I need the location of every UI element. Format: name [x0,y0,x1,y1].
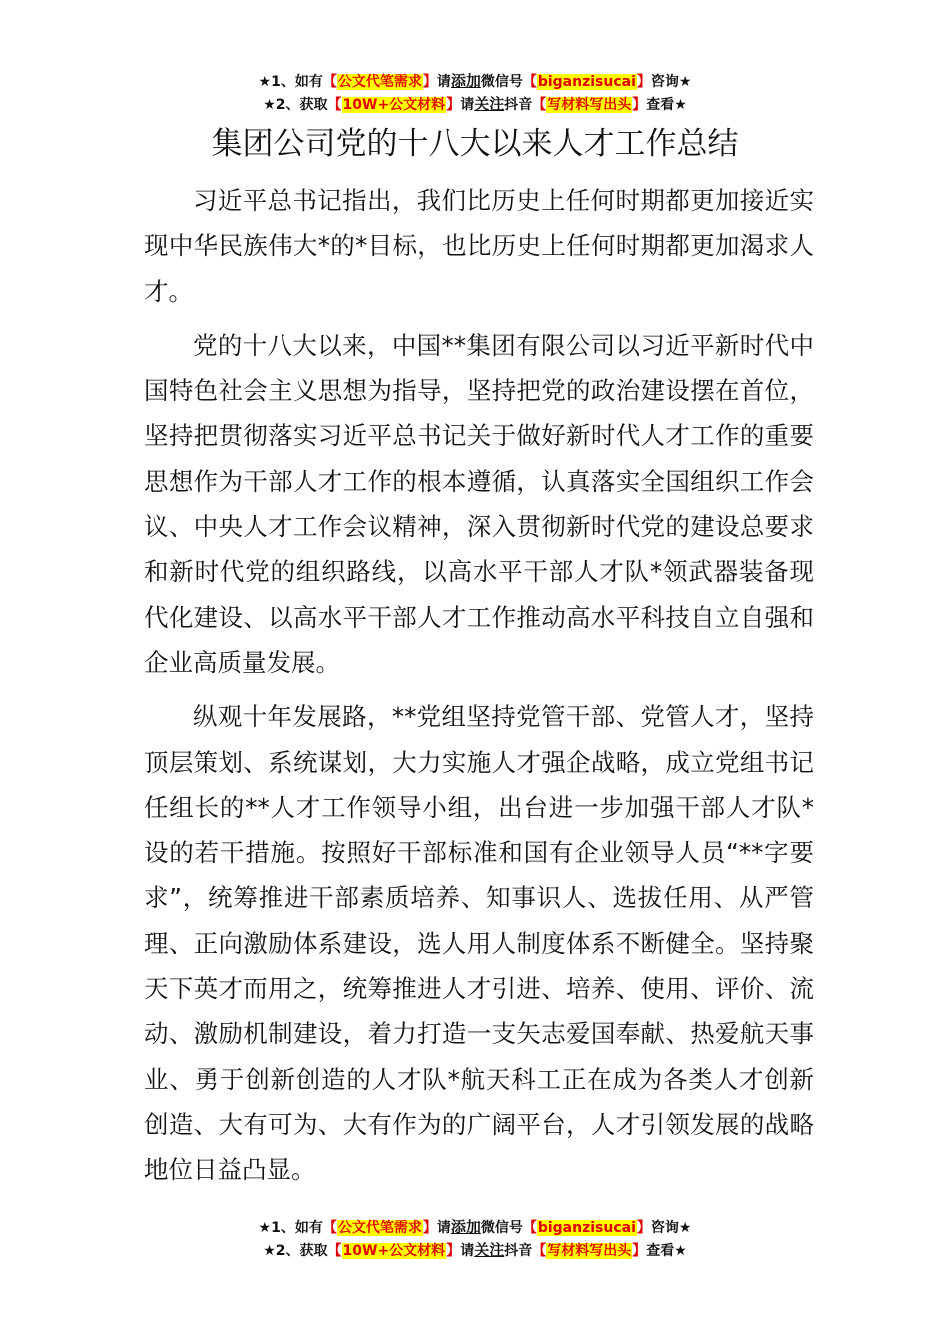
document-title: 集团公司党的十八大以来人才工作总结 [211,126,739,162]
bracket-left: 【 [532,1243,547,1259]
bracket-left: 【 [327,97,342,113]
star-icon: ★ [678,1220,692,1236]
banner-emphasis: 关注 [474,1241,505,1259]
banner-text: 咨询 [650,74,679,90]
star-icon: ★ [674,1243,687,1259]
body-paragraph: 党的十八大以来，中国**集团有限公司以习近平新时代中国特色社会主义思想为指导，坚持把党的政治建设摆在首位，坚持把贯彻落实习近平总书记关于做好新时代人才工作的重要思想作为干部人才工作的根本遵循，认真落实全国组织工作会议、中央人才工作会议精神，深入贯彻新时代党的建设总要求和新时代党的组织路线，以高水平干部人才队*领武器装备现代化建设、以高水平干部人才工作推动高水平科技自立自强和企业高质量发展。 [144,330,814,677]
banner-text: 微信号 [480,74,523,90]
bracket-left: 【 [522,1220,537,1236]
bracket-left: 【 [327,1243,342,1259]
body-paragraph: 习近平总书记指出，我们比历史上任何时期都更加接近实现中华民族伟大*的*目标，也比历史上任何时期都更加渴求人才。 [144,186,814,306]
highlight-materials: 10W+公文材料 [342,1243,446,1259]
banner-text: 请 [460,97,475,113]
banner-emphasis: 添加 [450,1218,481,1236]
bracket-right: 】 [636,74,651,90]
highlight-writing-service: 公文代笔需求 [337,1220,422,1236]
highlight-douyin-account: 写材料写出头 [547,97,632,113]
bracket-right: 】 [636,1220,651,1236]
banner-text: 1、如有 [271,1220,323,1236]
banner-text: 微信号 [480,1220,523,1236]
highlight-writing-service: 公文代笔需求 [337,74,422,90]
bracket-left: 【 [322,74,337,90]
bracket-right: 】 [422,1220,437,1236]
highlight-douyin-account: 写材料写出头 [547,1243,632,1259]
banner-text: 咨询 [650,1220,679,1236]
star-icon: ★ [263,1243,276,1259]
star-icon: ★ [258,1220,272,1236]
highlight-materials: 10W+公文材料 [342,97,446,113]
banner-emphasis: 添加 [450,72,481,90]
banner-emphasis: 关注 [474,95,505,113]
star-icon: ★ [678,74,692,90]
banner-line-1 [0,1216,950,1239]
banner-text: 抖音 [504,97,533,113]
banner-text: 1、如有 [271,74,323,90]
banner-text: 2、获取 [275,97,328,113]
bracket-right: 】 [446,1243,461,1259]
bracket-right: 】 [422,74,437,90]
bracket-left: 【 [532,97,547,113]
highlight-wechat-id: biganzisucai [537,1220,636,1236]
banner-line-2 [0,1239,950,1262]
star-icon: ★ [263,97,276,113]
banner-text: 请 [436,74,451,90]
bottom-banner [0,1216,950,1262]
star-icon: ★ [258,74,272,90]
banner-text: 请 [460,1243,475,1259]
star-icon: ★ [674,97,687,113]
banner-line-1 [0,70,950,93]
bracket-right: 】 [632,1243,647,1259]
banner-text: 请 [436,1220,451,1236]
document-body [144,178,814,1202]
banner-text: 2、获取 [275,1243,328,1259]
banner-text: 查看 [646,97,675,113]
top-banner [0,70,950,116]
bracket-left: 【 [322,1220,337,1236]
highlight-wechat-id: biganzisucai [537,74,636,90]
body-paragraph: 纵观十年发展路，**党组坚持党管干部、党管人才，坚持顶层策划、系统谋划，大力实施人才强企战略，成立党组书记任组长的**人才工作领导小组，出台进一步加强干部人才队*设的若干措施。按照好干部标准和国有企业领导人员“**字要求”，统筹推进干部素质培养、知事识人、选拔任用、从严管理、正向激励体系建设，选人用人制度体系不断健全。坚持聚天下英才而用之，统筹推进人才引进、培养、使用、评价、流动、激励机制建设，着力打造一支矢志爱国奉献、热爱航天事业、勇于创新创造的人才队*航天科工正在成为各类人才创新创造、大有可为、大有作为的广阔平台，人才引领发展的战略地位日益凸显。 [144,702,814,1185]
bracket-right: 】 [446,97,461,113]
bracket-right: 】 [632,97,647,113]
banner-text: 查看 [646,1243,675,1259]
bracket-left: 【 [522,74,537,90]
banner-text: 抖音 [504,1243,533,1259]
banner-line-2 [0,93,950,116]
